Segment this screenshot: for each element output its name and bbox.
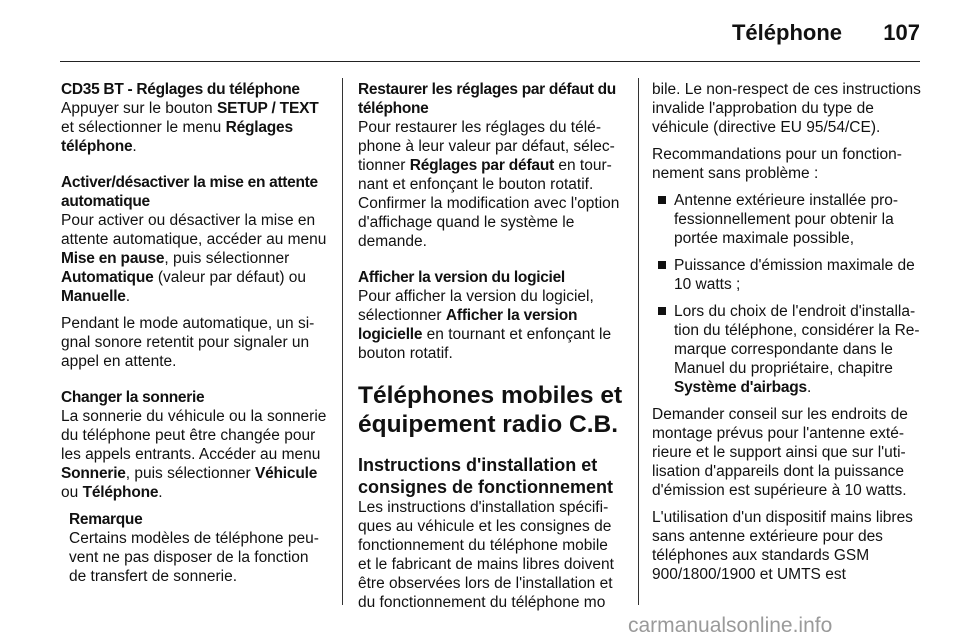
text: . [806,379,812,396]
paragraph [358,118,624,251]
section-restore-defaults [358,80,624,251]
section-heading: Activer/désactiver la mise en attente automatique [61,174,318,210]
text: et sélectionner le menu [61,119,226,136]
text: Pour afficher la version du logiciel, sélectionner [358,288,594,324]
text: en tournant et enfonçant le bouton rotatif. Confirmer la modification avec l'option d'affichage quand le système le demande. [358,157,620,250]
list-item-text: Antenne extérieure installée professionnellement pour obtenir la portée maximale possible, [674,192,899,247]
page-number: 107 [883,20,920,45]
paragraph [61,211,329,306]
list-item [652,302,922,397]
menu-term-phone-settings: Réglages téléphone [61,119,293,155]
menu-term-setup-text: SETUP / TEXT [216,100,319,117]
menu-term-automatic: Automatique [61,269,154,286]
text: (valeur par défaut) ou [153,269,307,286]
note-heading: Remarque [69,511,143,528]
text: , puis sélectionner [164,250,290,267]
section-phone-settings [61,80,329,156]
header-divider [60,61,920,62]
section-heading: CD35 BT - Réglages du téléphone [61,81,300,98]
text: Appuyer sur le bouton [61,100,217,117]
section-call-waiting [61,173,329,371]
bullet-square-icon [658,196,666,204]
menu-term-airbag-system: Système d'airbags [674,379,807,396]
column-divider-right [638,78,639,605]
paragraph: bile. Le non-respect de ces instructions invalide l'approbation du type de véhicule (directive EU 95/54/CE). [652,81,921,136]
menu-term-default-settings: Réglages par défaut [409,157,555,174]
paragraph [61,99,329,156]
paragraph [61,407,329,502]
note-box [69,510,329,586]
text: en tournant et enfonçant le bouton rotatif. [358,326,612,362]
menu-term-pause: Mise en pause [61,250,165,267]
paragraph: Recommandations pour un fonctionnement sans problème : [652,146,902,182]
text: . [132,138,137,155]
note-text: Certains modèles de téléphone peuvent ne pas disposer de la fonction de transfert de sonnerie. [69,530,319,585]
section-software-version [358,268,624,363]
list-item [652,191,922,248]
list-item-text: Puissance d'émission maximale de 10 watts ; [674,257,915,293]
text: . [125,288,131,305]
bullet-square-icon [658,261,666,269]
list-item-text: Lors du choix de l'endroit d'installation du téléphone, considérer la Remarque correspondante dans le Manuel du propriétaire, chapitre [674,303,920,377]
section-ringtone [61,388,329,502]
paragraph: L'utilisation d'un dispositif mains libres sans antenne extérieure pour des téléphones aux standards GSM 900/1800/1900 et UMTS est [652,509,913,583]
column-middle [358,80,624,612]
text: Pour activer ou désactiver la mise en attente automatique, accéder au menu [61,212,327,248]
menu-term-software-version: Afficher la version logicielle [358,307,578,343]
section-heading: Afficher la version du logiciel [358,269,565,286]
chapter-heading: Téléphones mobiles et équipement radio C.B. [358,382,623,438]
paragraph: Les instructions d'installation spécifiques au véhicule et les consignes de fonctionnement du téléphone mobile et le fabricant de mains libres doivent être observées lors de l'installation et du fonctionnement du téléphone mo [358,499,614,611]
page-title: Téléphone [731,20,842,45]
bullet-square-icon [658,307,666,315]
recommendation-list [652,191,922,397]
section-heading: Restaurer les réglages par défaut du téléphone [358,81,616,117]
menu-term-vehicle: Véhicule [254,465,318,482]
menu-term-telephone: Téléphone [82,484,159,501]
menu-term-manual: Manuelle [61,288,126,305]
text: ou [61,484,83,501]
paragraph: Pendant le mode automatique, un signal sonore retentit pour signaler un appel en attente. [61,315,315,370]
text: La sonnerie du véhicule ou la sonnerie du téléphone peut être changée pour les appels entrants. Accéder au menu [61,408,327,463]
paragraph: Demander conseil sur les endroits de montage prévus pour l'antenne extérieure et le support ainsi que sur l'utilisation d'appareils dont la puissance d'émission est supérieure à 10 watts. [652,406,908,499]
subsection-heading: Instructions d'installation et consignes de fonctionnement [358,455,614,497]
paragraph [358,287,624,363]
text: . [158,484,163,501]
section-heading: Changer la sonnerie [61,389,205,406]
watermark: carmanualsonline.info [628,614,833,637]
column-right [652,80,922,592]
column-divider-left [342,78,343,605]
column-left [61,80,329,586]
menu-term-ringtone: Sonnerie [61,465,126,482]
text: Pour restaurer les réglages du téléphone à leur valeur par défaut, sélectionner [358,119,615,174]
list-item [652,256,922,294]
text: , puis sélectionner [125,465,255,482]
page-header [60,0,920,62]
